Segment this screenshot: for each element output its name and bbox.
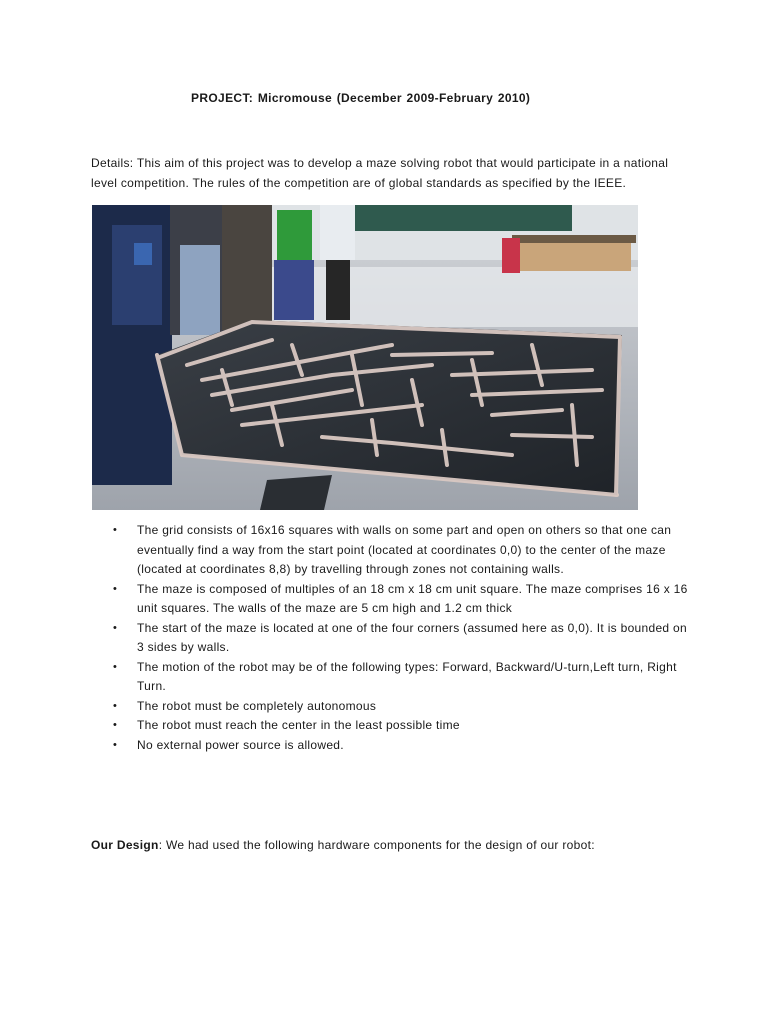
list-item (91, 658, 691, 697)
rule-text: The robot must be completely autonomous (137, 698, 377, 713)
list-item (91, 697, 691, 717)
bullet-icon: • (113, 699, 118, 712)
details-paragraph: Details: This aim of this project was to develop a maze solving robot that would participate in a national level competition. The rules of the competition are of global standards as specified by the IEEE. (91, 156, 669, 190)
bullet-icon: • (113, 719, 118, 731)
design-label: Our Design (91, 838, 159, 852)
rules-list (91, 521, 691, 755)
list-item (91, 716, 691, 736)
rule-text: The robot must reach the center in the least possible time (137, 718, 460, 732)
bullet-icon: • (113, 582, 118, 595)
bullet-icon: • (113, 621, 118, 634)
rule-text: The start of the maze is located at one of the four corners (assumed here as 0,0). It is bounded on 3 sides by walls. (137, 620, 687, 654)
rule-text: The maze is composed of multiples of an 18 cm x 18 cm unit square. The maze comprises 16 x 16 unit squares. The walls of the maze are 5 cm high and 1.2 cm thick (137, 581, 688, 615)
design-text: : We had used the following hardware components for the design of our robot: (158, 838, 595, 852)
list-item (91, 580, 691, 619)
bullet-icon: • (113, 660, 118, 673)
rule-text: No external power source is allowed. (137, 737, 344, 752)
rule-text: The motion of the robot may be of the following types: Forward, Backward/U-turn,Left turn, Right Turn. (137, 659, 677, 693)
rule-text: The grid consists of 16x16 squares with walls on some part and open on others so that one can eventually find a way from the start point (located at coordinates 0,0) to the center of the maze (located at coordinates 8,8) by travelling through zones not containing walls. (137, 523, 672, 576)
list-item (91, 521, 691, 580)
bullet-icon: • (113, 738, 118, 751)
maze-photo-icon (92, 205, 638, 510)
list-item (91, 619, 691, 658)
list-item (91, 736, 691, 756)
maze-photo (92, 205, 638, 510)
page-title: PROJECT: Micromouse (December 2009-February 2010) (191, 91, 531, 105)
design-paragraph (91, 836, 711, 854)
bullet-icon: • (113, 524, 118, 536)
